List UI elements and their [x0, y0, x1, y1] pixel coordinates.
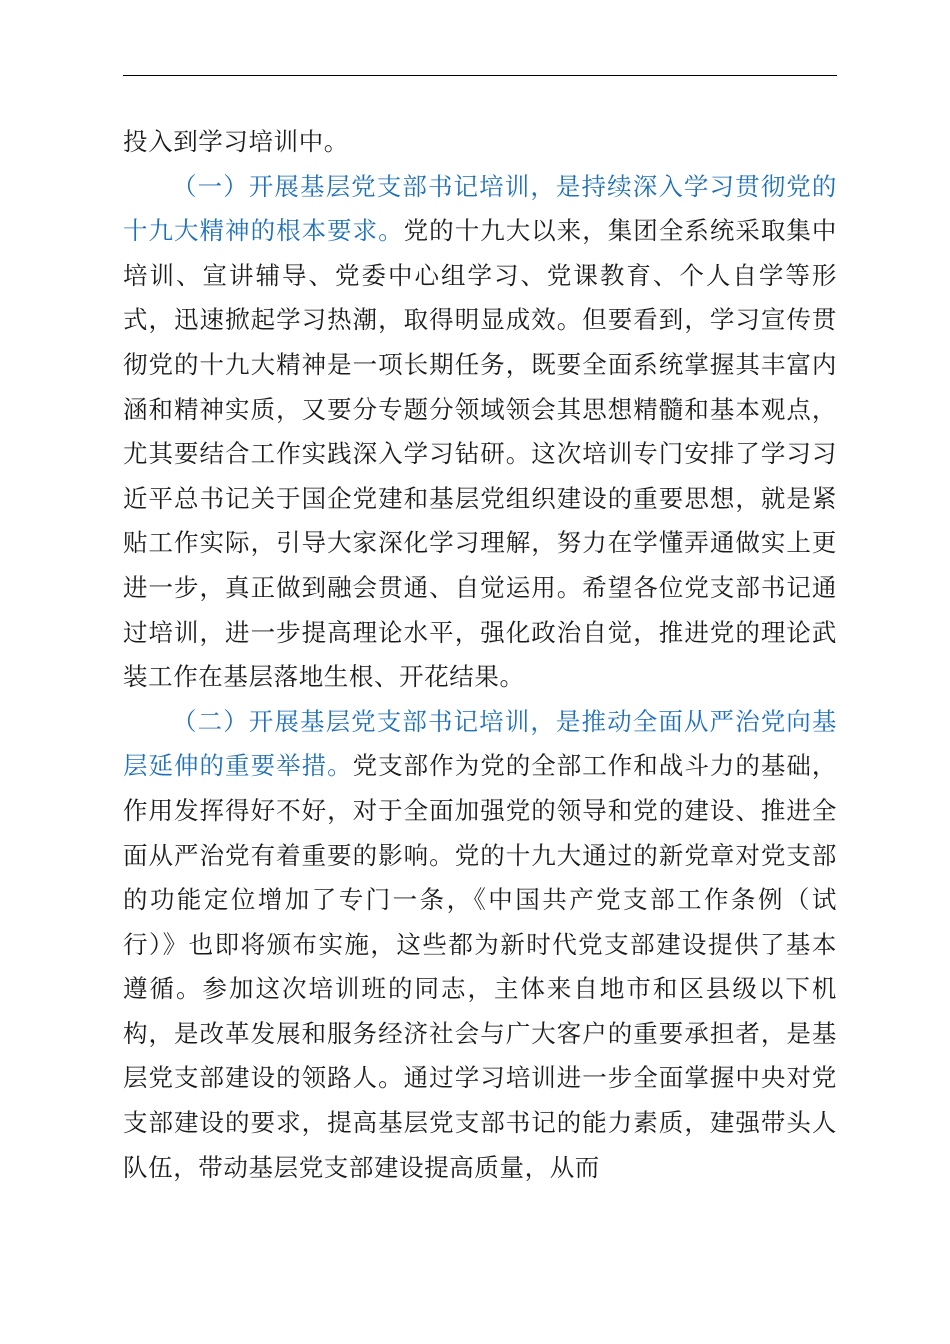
document-body	[123, 120, 837, 1190]
paragraph-section-1	[123, 165, 837, 700]
paragraph-continuation	[123, 120, 837, 165]
header-rule	[123, 75, 837, 76]
paragraph-section-2	[123, 700, 837, 1191]
paragraph-text: 投入到学习培训中。	[123, 127, 349, 156]
paragraph-text: 党的十九大以来，集团全系统采取集中培训、宣讲辅导、党委中心组学习、党课教育、个人自学等形式，迅速掀起学习热潮，取得明显成效。但要看到，学习宣传贯彻党的十九大精神是一项长期任务，既要全面系统掌握其丰富内涵和精神实质，又要分专题分领域领会其思想精髓和基本观点，尤其要结合工作实践深入学习钻研。这次培训专门安排了学习习近平总书记关于国企党建和基层党组织建设的重要思想，就是紧贴工作实际，引导大家深化学习理解，努力在学懂弄通做实上更进一步，真正做到融会贯通、自觉运用。希望各位党支部书记通过培训，进一步提高理论水平，强化政治自觉，推进党的理论武装工作在基层落地生根、开花结果。	[123, 216, 837, 692]
section-heading-2: （二）开展基层党支部书记培训，是推动全面从严治党向基层延伸的重要举措。	[123, 706, 837, 781]
paragraph-text: 党支部作为党的全部工作和战斗力的基础，作用发挥得好不好，对于全面加强党的领导和党的建设、推进全面从严治党有着重要的影响。党的十九大通过的新党章对党支部的功能定位增加了专门一条，《中国共产党支部工作条例（试行）》也即将颁布实施，这些都为新时代党支部建设提供了基本遵循。参加这次培训班的同志，主体来自地市和区县级以下机构，是改革发展和服务经济社会与广大客户的重要承担者，是基层党支部建设的领路人。通过学习培训进一步全面掌握中央对党支部建设的要求，提高基层党支部书记的能力素质，建强带头人队伍，带动基层党支部建设提高质量，从而	[123, 751, 837, 1182]
section-heading-1: （一）开展基层党支部书记培训，是持续深入学习贯彻党的十九大精神的根本要求。	[123, 171, 837, 246]
